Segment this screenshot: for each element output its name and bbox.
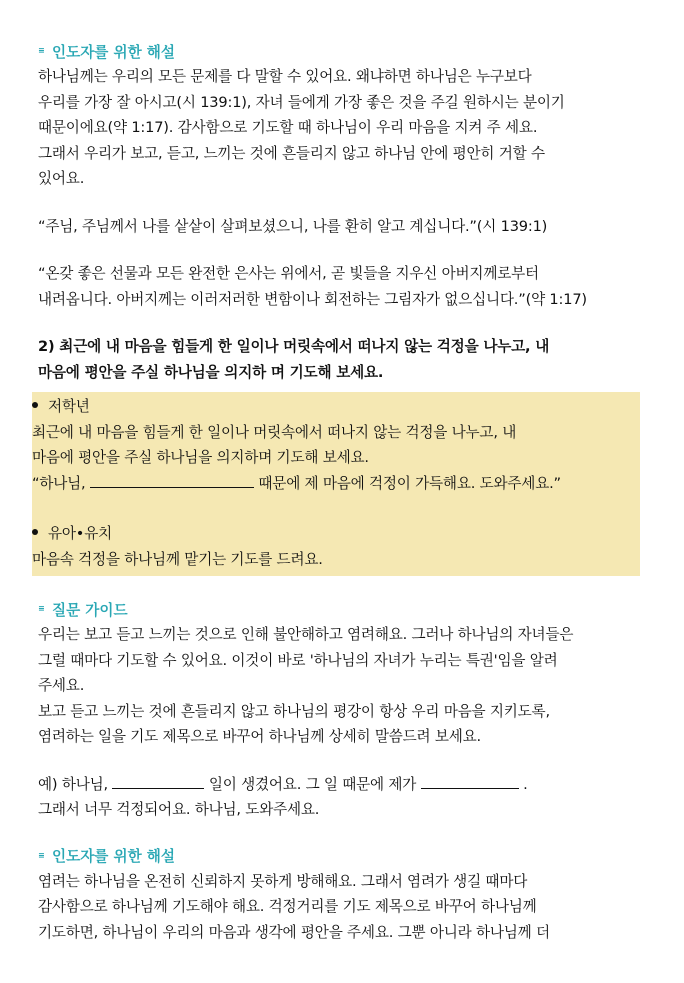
- age-group-title: 저학년: [48, 398, 90, 415]
- section-heading-guide: [38, 596, 642, 622]
- list-marker-icon: ≡: [38, 604, 45, 613]
- fill-in-blank[interactable]: [421, 776, 519, 789]
- section-heading-commentary: [38, 843, 642, 869]
- example-middle: 일이 생겼어요. 그 일 때문에 제가: [208, 775, 417, 793]
- body-line: 감사함으로 하나님께 기도해야 해요. 걱정거리를 기도 제목으로 바꾸어 하나님께: [38, 898, 537, 915]
- body-line: 우리는 보고 듣고 느끼는 것으로 인해 불안해하고 염려해요. 그러나 하나님의 자녀들은: [38, 626, 574, 643]
- example-template: [38, 772, 642, 798]
- section-heading-text: 인도자를 위한 해설: [52, 848, 175, 865]
- section-heading-text: 인도자를 위한 해설: [52, 43, 175, 61]
- body-line: 그래서 너무 걱정되어요. 하나님, 도와주세요.: [38, 801, 320, 818]
- body-line: 때문이에요(약 1:17). 감사함으로 기도할 때 하나님이 우리 마음을 지켜 주 세요.: [38, 119, 538, 136]
- prayer-template: [32, 471, 640, 497]
- body-line: 주세요.: [38, 677, 85, 694]
- example-end: .: [523, 775, 528, 793]
- section-heading-commentary: [38, 38, 642, 64]
- body-line: 그럴 때마다 기도할 수 있어요. 이것이 바로 '하나님의 자녀가 누리는 특권'임을 알려: [38, 651, 558, 669]
- body-line: 그래서 우리가 보고, 듣고, 느끼는 것에 흔들리지 않고 하나님 안에 평안히 거할 수: [38, 144, 545, 162]
- list-marker-icon: ≡: [38, 850, 45, 860]
- body-line: 있어요.: [38, 170, 85, 187]
- section-heading-text: 질문 가이드: [52, 601, 128, 619]
- body-line: 하나님께는 우리의 모든 문제를 다 말할 수 있어요. 왜냐하면 하나님은 누구보다: [38, 68, 532, 85]
- age-group-box: [32, 392, 640, 576]
- fill-in-blank[interactable]: [90, 475, 254, 488]
- body-line: 염려는 하나님을 온전히 신뢰하지 못하게 방해해요. 그래서 염려가 생길 때마다: [38, 872, 528, 890]
- age-group-item: [32, 394, 640, 420]
- scripture-quote-line: “온갖 좋은 선물과 모든 완전한 은사는 위에서, 곧 빛들을 지우신 아버지께로부터: [38, 265, 539, 282]
- body-line: 보고 듣고 느끼는 것에 흔들리지 않고 하나님의 평강이 항상 우리 마음을 지키도록,: [38, 702, 550, 720]
- box-line: 마음에 평안을 주실 하나님을 의지하며 기도해 보세요.: [32, 449, 369, 466]
- scripture-quote: “주님, 주님께서 나를 샅샅이 살펴보셨으니, 나를 환히 알고 계십니다.”(시 139:1): [38, 217, 548, 235]
- example-start: 예) 하나님,: [38, 775, 108, 793]
- age-group-title: 유아•유치: [48, 525, 112, 542]
- body-line: 기도하면, 하나님이 우리의 마음과 생각에 평안을 주세요. 그뿐 아니라 하나님께 더: [38, 923, 550, 941]
- prayer-start: “하나님,: [32, 474, 86, 492]
- prayer-end: 때문에 제 마음에 걱정이 가득해요. 도와주세요.”: [258, 474, 561, 492]
- body-line: 염려하는 일을 기도 제목으로 바꾸어 하나님께 상세히 말씀드려 보세요.: [38, 728, 481, 745]
- question-line: 마음에 평안을 주실 하나님을 의지하 며 기도해 보세요.: [38, 364, 384, 381]
- box-line: 마음속 걱정을 하나님께 맡기는 기도를 드려요.: [32, 550, 323, 568]
- body-line: 우리를 가장 잘 아시고(시 139:1), 자녀 들에게 가장 좋은 것을 주길 원하시는 분이기: [38, 93, 565, 111]
- box-line: 최근에 내 마음을 힘들게 한 일이나 머릿속에서 떠나지 않는 걱정을 나누고, 내: [32, 423, 517, 441]
- question-line: 2) 최근에 내 마음을 힘들게 한 일이나 머릿속에서 떠나지 않는 걱정을 나누고, 내: [38, 338, 550, 355]
- scripture-quote-line: 내려옵니다. 아버지께는 이러저러한 변함이나 회전하는 그림자가 없으십니다.”(약 1:17): [38, 290, 587, 308]
- age-group-item: [32, 521, 640, 547]
- fill-in-blank[interactable]: [112, 776, 204, 789]
- bullet-icon: [32, 402, 38, 408]
- document-page: [32, 38, 642, 945]
- list-marker-icon: ≡: [38, 46, 45, 55]
- bullet-icon: [32, 529, 38, 535]
